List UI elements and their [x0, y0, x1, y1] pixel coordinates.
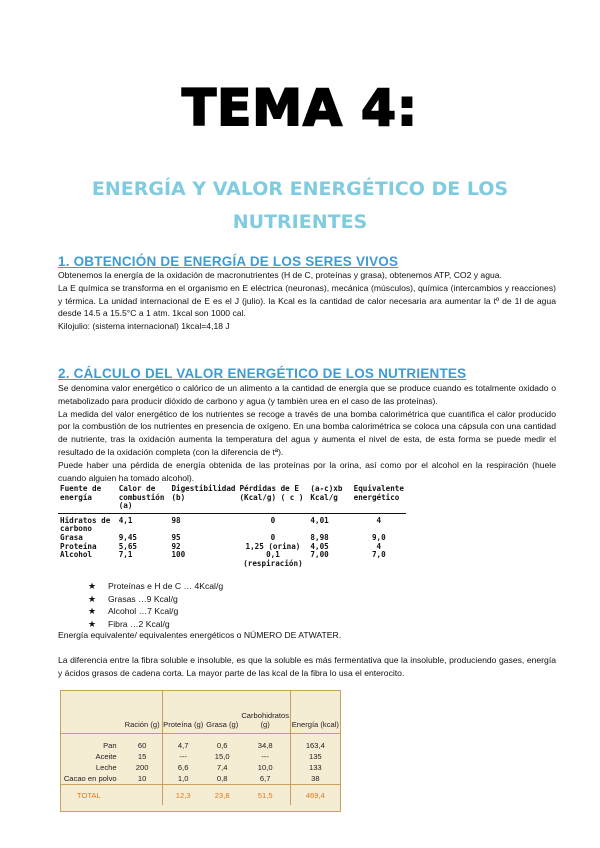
table-cell: --- — [162, 751, 204, 762]
table-cell: 12,3 — [162, 785, 204, 806]
table-cell: 163,4 — [290, 734, 340, 752]
table-cell: 60 — [137, 741, 147, 750]
table-cell: 0,1 (respiración) — [243, 550, 303, 568]
table-cell: 10,0 — [257, 763, 273, 772]
table-header-cell: Ración (g) — [123, 691, 163, 734]
table-cell: 92 — [171, 541, 181, 551]
table-header-cell: Carbohidratos (g) — [241, 691, 290, 734]
page-title: TEMA 4: — [182, 79, 418, 137]
table-cell: 98 — [171, 515, 181, 525]
table-header-row — [61, 691, 340, 734]
star-bullet-icon: ★ — [88, 593, 97, 604]
table-cell: 51,5 — [241, 785, 290, 806]
table-cell: 469,4 — [290, 785, 340, 806]
list-item-text: Proteínas e H de C … 4Kcal/g — [108, 581, 224, 591]
table-cell: 7,1 — [118, 550, 133, 560]
table-total-row — [61, 785, 340, 806]
list-item — [88, 593, 223, 606]
table-cell: 95 — [171, 532, 181, 542]
table-cell: Cacao en polvo — [63, 774, 117, 783]
table-cell: TOTAL — [61, 785, 123, 806]
table-cell: 4 — [376, 515, 382, 525]
list-item-text: Alcohol …7 Kcal/g — [108, 606, 179, 617]
table-cell: 7,0 — [371, 550, 386, 560]
food-energy-table — [61, 691, 340, 805]
table-header-row — [58, 485, 406, 513]
table-cell: Grasa — [60, 532, 83, 542]
list-item — [88, 605, 223, 618]
section-2-body — [58, 382, 556, 484]
table-cell: 4 — [376, 541, 382, 551]
table-header-cell: Proteína (g) — [162, 691, 204, 734]
table-cell: Proteína — [60, 541, 97, 551]
list-item — [88, 580, 223, 593]
section-1-paragraph: Kilojulio: (sistema internacional) 1kcal=4,18 J — [58, 321, 230, 332]
table-cell: Aceite — [95, 752, 117, 761]
table-row — [61, 751, 340, 762]
table-header-cell: Grasa (g) — [204, 691, 241, 734]
table-cell: 38 — [290, 773, 340, 785]
table-cell: 0,8 — [216, 774, 228, 783]
table-cell: Leche — [95, 763, 117, 772]
section-2-heading: 2. CÁLCULO DEL VALOR ENERGÉTICO DE LOS NUTRIENTES — [58, 366, 467, 381]
atwater-list — [88, 580, 223, 630]
table-cell: 0 — [270, 532, 276, 542]
table-cell: Hidratos de carbono — [60, 515, 111, 534]
section-2-paragraph: Puede haber una pérdida de energía obtenida de las proteínas por la orina, así como por el alcohol en la respiración (huele cuando alguien ha tomado alcohol). — [58, 459, 556, 483]
section-2-paragraph: Se denomina valor energético o calórico de un alimento a la cantidad de energía que se produce cuando es totalmente oxidado o metabolizado para producir dióxido de carbono y agua (y también urea en el caso de las proteínas). — [58, 383, 556, 406]
table-cell: 9,45 — [118, 532, 137, 542]
table-cell: 4,7 — [162, 734, 204, 752]
energy-sources-table — [58, 485, 406, 568]
table-row — [58, 534, 406, 543]
table-row — [58, 513, 406, 534]
subtitle-line-1: ENERGÍA Y VALOR ENERGÉTICO DE LOS — [91, 178, 509, 200]
table-cell: 0 — [270, 515, 276, 525]
list-item-text: Grasas …9 Kcal/g — [108, 593, 178, 604]
table-cell — [123, 785, 163, 806]
subtitle-line-2: NUTRIENTES — [232, 211, 368, 233]
table-header-cell: Fuente de energía — [58, 485, 117, 513]
table-header-cell: (a-c)xb Kcal/g — [308, 485, 351, 513]
star-bullet-icon: ★ — [88, 606, 97, 617]
table-cell: 7,4 — [216, 763, 228, 772]
star-bullet-icon: ★ — [88, 581, 97, 591]
table-cell: 6,6 — [162, 762, 204, 773]
page-subtitle — [0, 173, 600, 239]
table-cell: 4,01 — [310, 515, 329, 525]
table-row — [58, 551, 406, 568]
table-cell: Pan — [103, 741, 117, 750]
table-cell: 5,65 — [118, 541, 137, 551]
table-cell: Alcohol — [60, 550, 93, 560]
table-cell: 15 — [137, 752, 147, 761]
section-1-paragraph: La E química se transforma en el organismo en E eléctrica (neuronas), mecánica (músculos), química (intercambios y reacciones) y térmica. La unidad internacional de E es el J (julio). la Kcal es la cantidad de calor necesaria ara aumentar la tº de 1l de agua desde 14.5 a 15.5°C a 1 atm. 1kcal son 1000 cal. — [58, 282, 556, 319]
table-header-cell: Equivalente energético — [352, 485, 406, 513]
section-2-paragraph: La medida del valor energético de los nutrientes se recoge a través de una bomba calorimétrica que cuantifica el calor producido por la combustión de los nutrientes en presencia de oxígeno. En una bomba calorimétrica se coloca una cápsula con una cantidad de nutriente, tras la oxidación aumenta la temperatura del agua y aumenta el nivel de esta, de esta forma se puede medir el resultado de la oxidación completa (con la diferencia de tª). — [58, 408, 556, 457]
table-cell: 23,8 — [204, 785, 241, 806]
table-cell: 8,98 — [310, 532, 329, 542]
table-row — [58, 543, 406, 552]
table-header-cell: Energía (kcal) — [290, 691, 340, 734]
table-row — [61, 734, 340, 752]
table-cell: 4,1 — [118, 515, 133, 525]
table-row — [61, 762, 340, 773]
table-cell: 9,0 — [371, 532, 386, 542]
table-cell: 7,00 — [310, 550, 329, 560]
table-cell: 133 — [290, 762, 340, 773]
atwater-note: Energía equivalente/ equivalentes energéticos o NÚMERO DE ATWATER. — [58, 630, 342, 640]
list-item-text: Fibra …2 Kcal/g — [108, 618, 170, 629]
table-cell: 0,6 — [216, 741, 228, 750]
table-row — [61, 773, 340, 785]
table-cell: 6,7 — [259, 774, 271, 783]
food-energy-table-panel — [60, 690, 341, 812]
table-cell: 100 — [171, 550, 186, 560]
table-cell: 10 — [137, 774, 147, 783]
section-1-paragraph: Obtenemos la energía de la oxidación de macronutrientes (H de C, proteínas y grasa), obtenemos ATP, CO2 y agua. — [58, 270, 502, 280]
table-cell: 4,05 — [310, 541, 329, 551]
fibra-paragraph: La diferencia entre la fibra soluble e insoluble, es que la soluble es más fermentativa que la insoluble, produciendo gases, energía y ácidos grasos de cadena corta. La mayor parte de las kcal de la fibra lo usa el enterocito. — [58, 655, 556, 678]
table-cell: 34,8 — [257, 741, 273, 750]
section-1-body — [58, 269, 556, 333]
table-header-cell: Pérdidas de E (Kcal/g) ( c ) — [237, 485, 308, 513]
table-cell: 135 — [290, 751, 340, 762]
table-cell: 200 — [135, 763, 149, 772]
table-cell: 1,25 (orina) — [245, 541, 301, 551]
section-1-heading: 1. OBTENCIÓN DE ENERGÍA DE LOS SERES VIVOS — [58, 254, 399, 269]
star-bullet-icon: ★ — [88, 618, 97, 629]
table-header-cell: Digestibilidad (b) — [169, 485, 237, 513]
table-cell: 15,0 — [214, 752, 230, 761]
table-header-cell — [61, 691, 123, 734]
table-cell: --- — [261, 752, 269, 761]
table-cell: 1,0 — [162, 773, 204, 785]
table-header-cell: Calor de combustión (a) — [117, 485, 170, 513]
